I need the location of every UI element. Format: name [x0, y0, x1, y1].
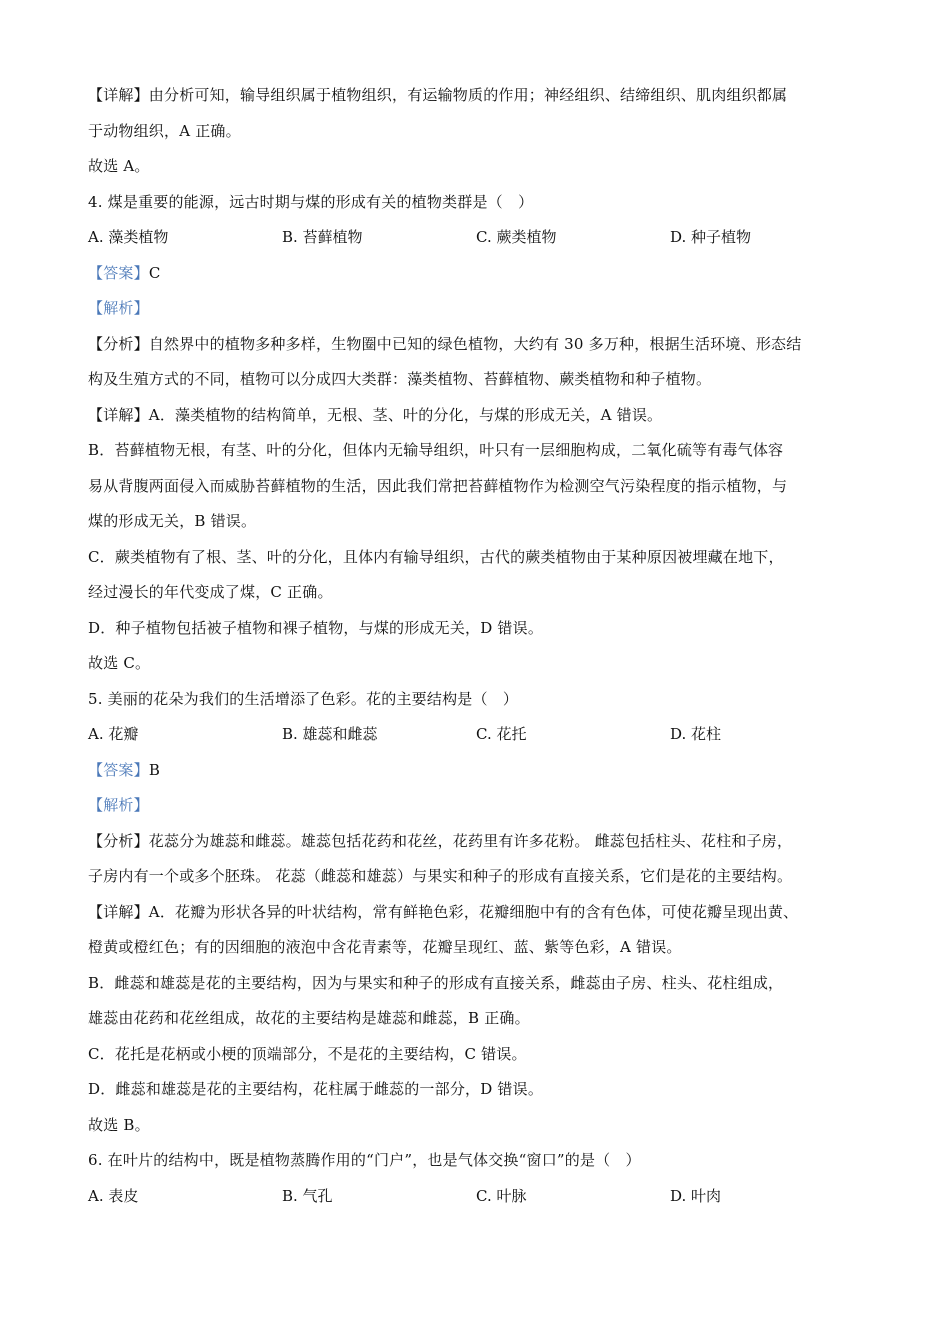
q6-option-c: C. 叶脉 [476, 1186, 527, 1205]
q5-option-c: C. 花托 [476, 725, 527, 743]
q5-stem: 5. 美丽的花朵为我们的生活增添了色彩。花的主要结构是（ ） [88, 689, 519, 708]
q4-choice: 故选 C。 [88, 654, 151, 672]
q6-option-b: B. 气孔 [282, 1186, 333, 1205]
q5-analysis-label: 【解析】 [88, 796, 149, 814]
q4-answer-label: 【答案】 [88, 263, 149, 282]
q5-answer-value: B [148, 760, 161, 779]
q4-answer-value: C [148, 263, 161, 282]
q5-detail-line-3: B．雌蕊和雄蕊是花的主要结构，因为与果实和种子的形成有直接关系，雌蕊由子房、柱头、花柱组成， [88, 973, 784, 992]
q5-option-a: A. 花瓣 [88, 725, 139, 743]
q5-detail-line-4: 雄蕊由花药和花丝组成，故花的主要结构是雄蕊和雌蕊，B 正确。 [88, 1009, 530, 1027]
q4-detail-line-1: 【详解】A．藻类植物的结构简单，无根、茎、叶的分化，与煤的形成无关，A 错误。 [88, 405, 663, 424]
q4-detail-line-5: C．蕨类植物有了根、茎、叶的分化，且体内有输导组织，古代的蕨类植物由于某种原因被埋藏在地下， [88, 547, 784, 566]
document-content [88, 78, 868, 1214]
q4-stem: 4. 煤是重要的能源，远古时期与煤的形成有关的植物类群是（ ） [88, 192, 534, 211]
q6-options [88, 1179, 868, 1215]
q5-detail-line-2: 橙黄或橙红色；有的因细胞的液泡中含花青素等，花瓣呈现红、蓝、紫等色彩，A 错误。 [88, 938, 682, 956]
q3-detail-line-2: 于动物组织，A 正确。 [88, 121, 241, 140]
q6-stem: 6. 在叶片的结构中，既是植物蒸腾作用的“门户”，也是气体交换“窗口”的是（ ） [88, 1151, 641, 1169]
q5-answer [88, 753, 868, 789]
q3-detail-line-1: 【详解】由分析可知，输导组织属于植物组织，有运输物质的作用；神经组织、结缔组织、肌肉组织都属 [88, 86, 788, 104]
q4-option-b: B. 苔藓植物 [282, 228, 363, 246]
q4-detail-line-2: B．苔藓植物无根，有茎、叶的分化，但体内无输导组织，叶只有一层细胞构成，二氧化硫等有毒气体容 [88, 441, 784, 459]
q6-option-a: A. 表皮 [88, 1186, 139, 1205]
q5-option-d: D. 花柱 [670, 725, 722, 743]
q4-detail-line-3: 易从背腹两面侵入而威胁苔藓植物的生活，因此我们常把苔藓植物作为检测空气污染程度的指示植物，与 [88, 476, 788, 495]
q4-option-d: D. 种子植物 [670, 228, 752, 246]
q5-detail-line-6: D．雌蕊和雄蕊是花的主要结构，花柱属于雌蕊的一部分，D 错误。 [88, 1080, 544, 1098]
q5-analysis-line-2: 子房内有一个或多个胚珠。 花蕊（雌蕊和雄蕊）与果实和种子的形成有直接关系，它们是花的主要结构。 [88, 867, 793, 885]
q4-option-a: A. 藻类植物 [88, 228, 169, 246]
q5-choice: 故选 B。 [88, 1115, 150, 1134]
q4-options [88, 220, 868, 256]
q4-detail-line-4: 煤的形成无关，B 错误。 [88, 512, 257, 530]
q5-answer-label: 【答案】 [88, 760, 149, 779]
q5-detail-line-5: C．花托是花柄或小梗的顶端部分，不是花的主要结构，C 错误。 [88, 1044, 527, 1063]
q4-detail-line-7: D．种子植物包括被子植物和裸子植物，与煤的形成无关，D 错误。 [88, 618, 544, 637]
q4-analysis-line-2: 构及生殖方式的不同，植物可以分成四大类群：藻类植物、苔藓植物、蕨类植物和种子植物。 [88, 370, 712, 388]
q6-option-d: D. 叶肉 [670, 1186, 722, 1205]
q4-analysis-label: 【解析】 [88, 299, 149, 317]
q4-answer [88, 256, 868, 292]
q4-analysis-line-1: 【分析】自然界中的植物多种多样，生物圈中已知的绿色植物，大约有 30 多万种，根据生活环境、形态结 [88, 334, 802, 353]
q4-detail-line-6: 经过漫长的年代变成了煤，C 正确。 [88, 583, 333, 601]
q5-detail-line-1: 【详解】A．花瓣为形状各异的叶状结构，常有鲜艳色彩，花瓣细胞中有的含有色体，可使花瓣呈现出黄、 [88, 902, 799, 921]
q5-option-b: B. 雄蕊和雌蕊 [282, 725, 378, 743]
q4-option-c: C. 蕨类植物 [476, 228, 557, 246]
q5-analysis-line-1: 【分析】花蕊分为雄蕊和雌蕊。雄蕊包括花药和花丝，花药里有许多花粉。 雌蕊包括柱头、花柱和子房， [88, 831, 793, 850]
q5-options [88, 717, 868, 753]
q3-choice: 故选 A。 [88, 157, 150, 175]
